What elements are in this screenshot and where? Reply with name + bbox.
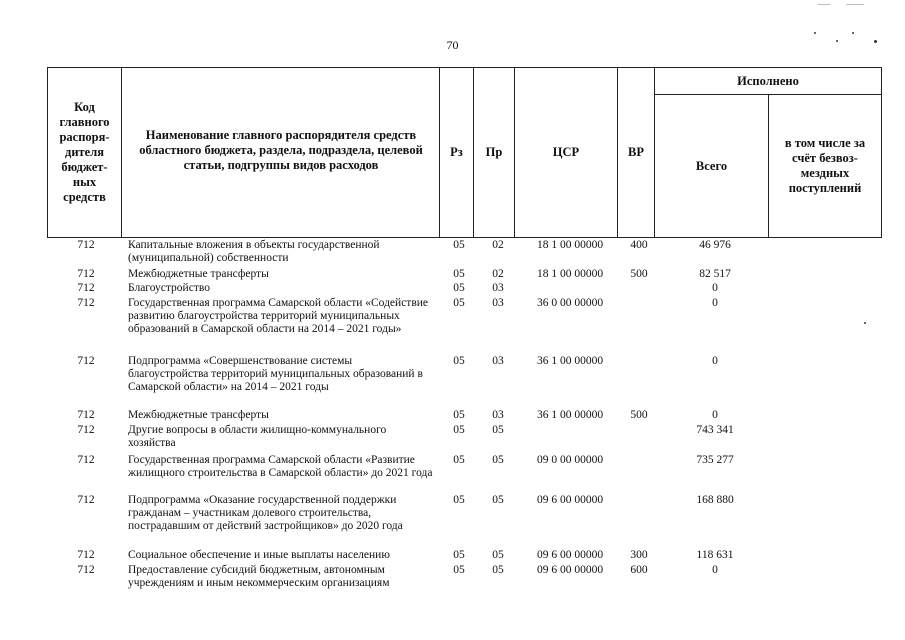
cell-name: Благоустройство xyxy=(128,282,210,294)
cell-csr: 09 0 00 00000 xyxy=(536,454,604,466)
cell-rz: 05 xyxy=(453,564,465,576)
cell-code: 712 xyxy=(77,239,95,251)
cell-pr: 05 xyxy=(492,549,504,561)
cell-code: 712 xyxy=(77,424,95,436)
cell-csr: 09 6 00 00000 xyxy=(536,494,604,506)
cell-name: Межбюджетные трансферты xyxy=(128,268,269,280)
cell-name: Предоставление субсидий бюджетным, автономным учреждениям и иным некоммерческим организациям xyxy=(128,564,390,589)
cell-name: Капитальные вложения в объекты государственной (муниципальной) собственности xyxy=(128,239,380,264)
header-pr: Пр xyxy=(485,144,503,159)
cell-vr: 400 xyxy=(630,239,648,251)
cell-pr: 03 xyxy=(492,282,504,294)
cell-rz: 05 xyxy=(453,297,465,309)
cell-total: 0 xyxy=(712,409,718,421)
cell-total: 0 xyxy=(712,282,718,294)
scan-mark xyxy=(818,4,830,5)
cell-pr: 03 xyxy=(492,297,504,309)
cell-code: 712 xyxy=(77,282,95,294)
cell-total: 0 xyxy=(712,355,718,367)
cell-rz: 05 xyxy=(453,424,465,436)
header-rz: Рз xyxy=(450,144,463,159)
cell-name: Государственная программа Самарской области «Содействие развитию благоустройства территорий муниципальных образований в Самарской области на 2014 – 2021 годы» xyxy=(128,297,429,335)
cell-name: Межбюджетные трансферты xyxy=(128,409,269,421)
cell-total: 82 517 xyxy=(699,268,731,280)
scan-speck xyxy=(852,32,854,34)
cell-code: 712 xyxy=(77,297,95,309)
cell-csr: 36 1 00 00000 xyxy=(536,355,604,367)
header-executed: Исполнено xyxy=(737,73,799,88)
cell-code: 712 xyxy=(77,494,95,506)
cell-total: 118 631 xyxy=(696,549,734,561)
cell-pr: 05 xyxy=(492,424,504,436)
cell-pr: 05 xyxy=(492,454,504,466)
cell-vr: 500 xyxy=(630,409,648,421)
cell-rz: 05 xyxy=(453,409,465,421)
header-code: Код главного распоря-дителя бюджет-ных средств xyxy=(59,99,110,204)
cell-rz: 05 xyxy=(453,355,465,367)
cell-name: Другие вопросы в области жилищно-коммунального хозяйства xyxy=(128,424,387,449)
scan-mark xyxy=(846,4,864,5)
cell-name: Государственная программа Самарской области «Развитие жилищного строительства в Самарской области» до 2021 года xyxy=(128,454,433,479)
cell-pr: 02 xyxy=(492,268,504,280)
cell-code: 712 xyxy=(77,564,95,576)
cell-name: Подпрограмма «Оказание государственной поддержки гражданам – участникам долевого строительства, пострадавшим от действий застройщиков» до 2020 года xyxy=(128,494,403,532)
cell-code: 712 xyxy=(77,549,95,561)
cell-csr: 36 1 00 00000 xyxy=(536,409,604,421)
cell-rz: 05 xyxy=(453,454,465,466)
cell-rz: 05 xyxy=(453,282,465,294)
cell-total: 0 xyxy=(712,297,718,309)
cell-rz: 05 xyxy=(453,268,465,280)
cell-csr: 18 1 00 00000 xyxy=(536,268,604,280)
page-number: 70 xyxy=(446,38,459,52)
cell-total: 0 xyxy=(712,564,718,576)
cell-total: 743 341 xyxy=(696,424,734,436)
cell-code: 712 xyxy=(77,268,95,280)
cell-csr: 09 6 00 00000 xyxy=(536,564,604,576)
cell-csr: 36 0 00 00000 xyxy=(536,297,604,309)
cell-rz: 05 xyxy=(453,494,465,506)
cell-vr: 300 xyxy=(630,549,648,561)
cell-csr: 09 6 00 00000 xyxy=(536,549,604,561)
cell-vr: 600 xyxy=(630,564,648,576)
cell-rz: 05 xyxy=(453,239,465,251)
cell-pr: 03 xyxy=(492,355,504,367)
header-name: Наименование главного распорядителя средств областного бюджета, раздела, подраздела, целевой статьи, подгруппы видов расходов xyxy=(139,127,423,172)
scan-speck xyxy=(836,40,838,42)
cell-csr: 18 1 00 00000 xyxy=(536,239,604,251)
cell-code: 712 xyxy=(77,454,95,466)
cell-total: 168 880 xyxy=(696,494,734,506)
header-csr: ЦСР xyxy=(552,144,580,159)
cell-vr: 500 xyxy=(630,268,648,280)
cell-code: 712 xyxy=(77,355,95,367)
cell-pr: 02 xyxy=(492,239,504,251)
cell-name: Подпрограмма «Совершенствование системы благоустройства территорий муниципальных образований в Самарской области» на 2014 – 2021 годы xyxy=(128,355,423,393)
cell-pr: 05 xyxy=(492,494,504,506)
cell-total: 46 976 xyxy=(699,239,731,251)
cell-total: 735 277 xyxy=(696,454,734,466)
scan-speck xyxy=(864,322,866,324)
scan-speck xyxy=(814,32,816,34)
header-vr: ВР xyxy=(628,144,644,159)
scan-speck xyxy=(874,40,877,43)
cell-rz: 05 xyxy=(453,549,465,561)
cell-pr: 03 xyxy=(492,409,504,421)
cell-code: 712 xyxy=(77,409,95,421)
header-incl-gratuitous: в том числе за счёт безвоз-мездных поступлений xyxy=(784,136,866,195)
cell-name: Социальное обеспечение и иные выплаты населению xyxy=(128,549,390,561)
cell-pr: 05 xyxy=(492,564,504,576)
header-total: Всего xyxy=(695,158,728,173)
